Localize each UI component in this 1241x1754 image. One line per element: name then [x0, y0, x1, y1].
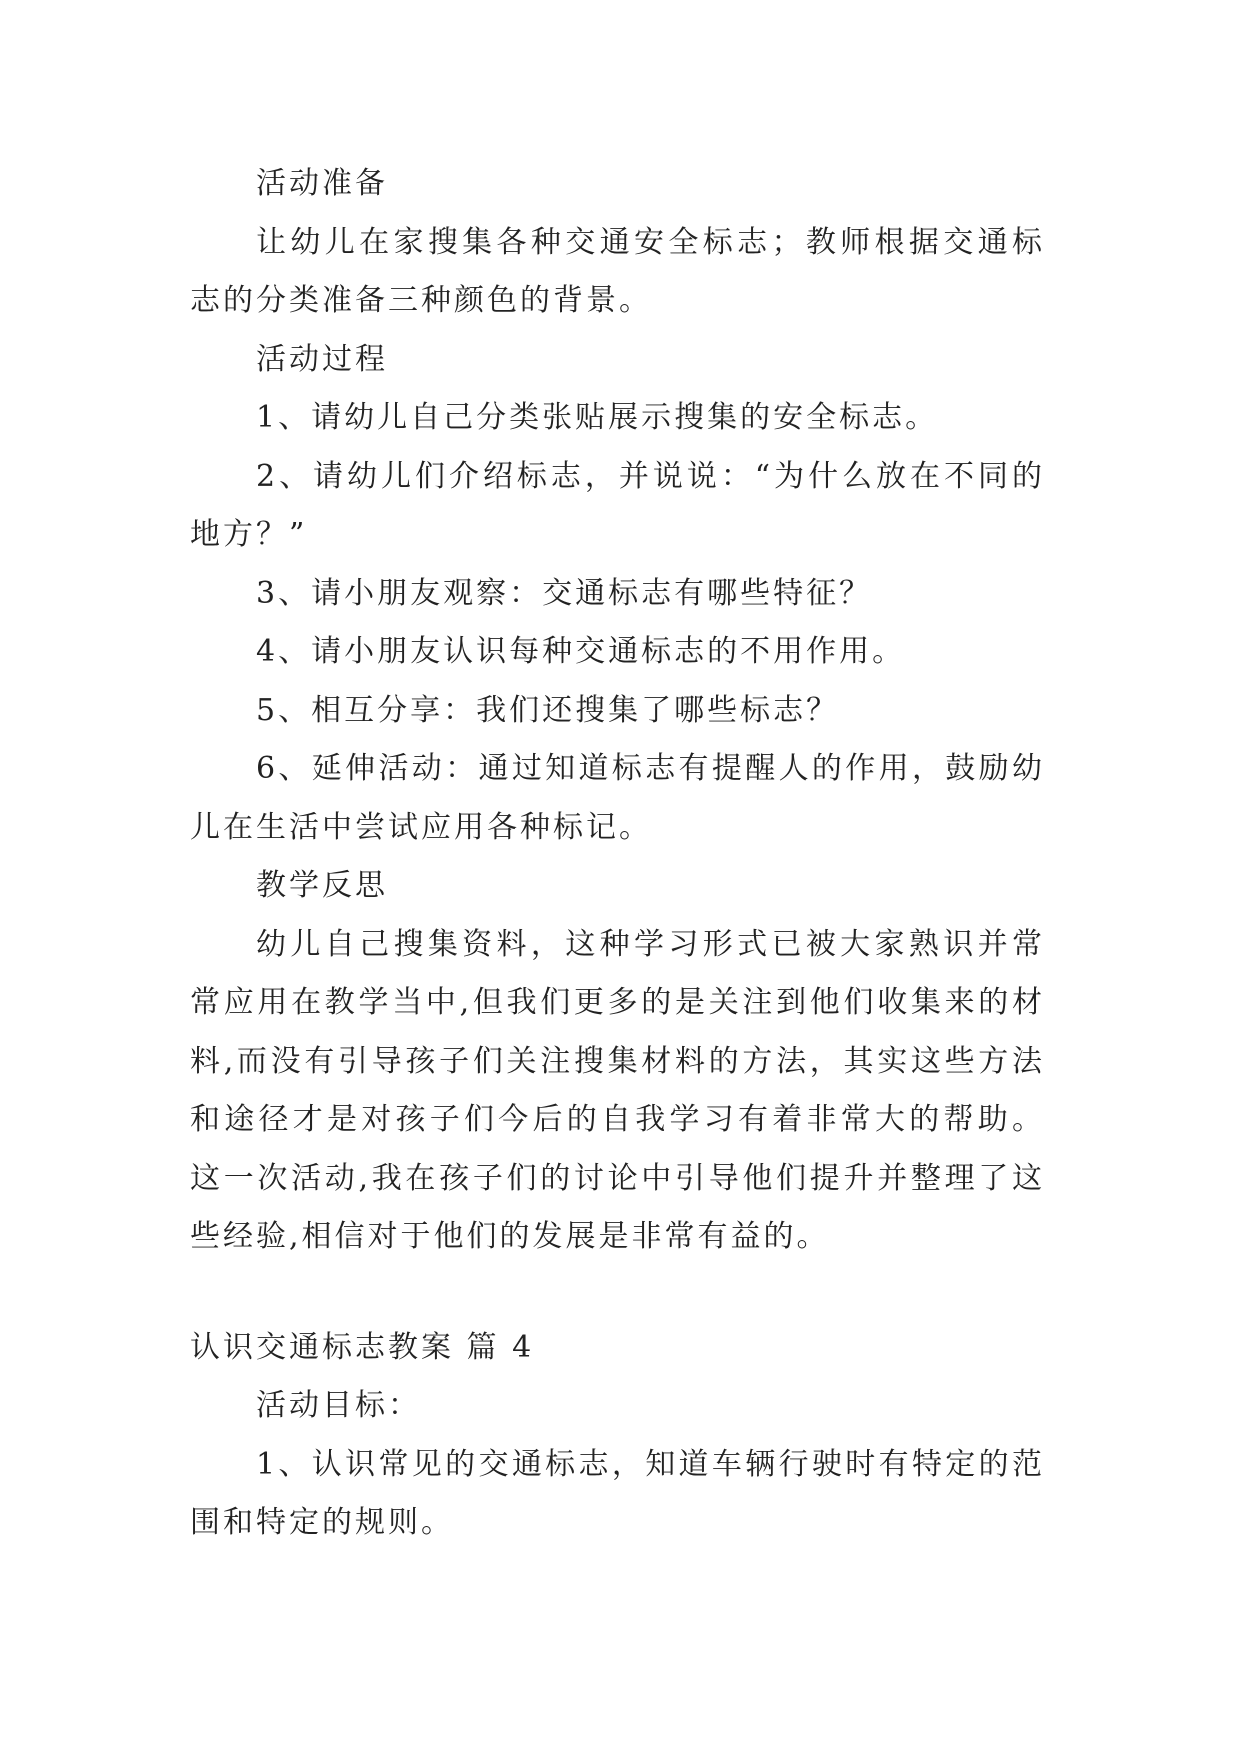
- heading-activity-preparation: 活动准备: [256, 166, 388, 201]
- step-3: 3、请小朋友观察：交通标志有哪些特征？: [256, 575, 873, 611]
- step-5: 5、相互分享：我们还搜集了哪些标志？: [256, 692, 840, 728]
- step-6: 6、延伸活动：通过知道标志有提醒人的作用，鼓励幼儿在生活中尝试应用各种标记。: [190, 751, 1045, 845]
- step-2: 2、请幼儿们介绍标志，并说说：“为什么放在不同的地方？”: [190, 458, 1045, 552]
- section-spacer: [190, 1267, 1045, 1319]
- goal-1: 1、认识常见的交通标志，知道车辆行驶时有特定的范围和特定的规则。: [190, 1446, 1045, 1540]
- paragraph-reflection: 幼儿自己搜集资料，这种学习形式已被大家熟识并常常应用在教学当中,但我们更多的是关注到他们收集来的材料,而没有引导孩子们关注搜集材料的方法，其实这些方法和途径才是对孩子们今后的自我学习有着非常大的帮助。这一次活动,我在孩子们的讨论中引导他们提升并整理了这些经验,相信对于他们的发展是非常有益的。: [190, 926, 1045, 1254]
- step-4: 4、请小朋友认识每种交通标志的不用作用。: [256, 634, 906, 669]
- document-body: [190, 155, 1045, 1553]
- step-1: 1、请幼儿自己分类张贴展示搜集的安全标志。: [256, 400, 939, 435]
- heading-activity-goals: 活动目标：: [256, 1388, 421, 1423]
- heading-activity-process: 活动过程: [256, 341, 388, 377]
- heading-teaching-reflection: 教学反思: [256, 868, 388, 903]
- paragraph-preparation: 让幼儿在家搜集各种交通安全标志；教师根据交通标志的分类准备三种颜色的背景。: [190, 224, 1045, 318]
- section-title: 认识交通标志教案 篇 4: [190, 1329, 535, 1365]
